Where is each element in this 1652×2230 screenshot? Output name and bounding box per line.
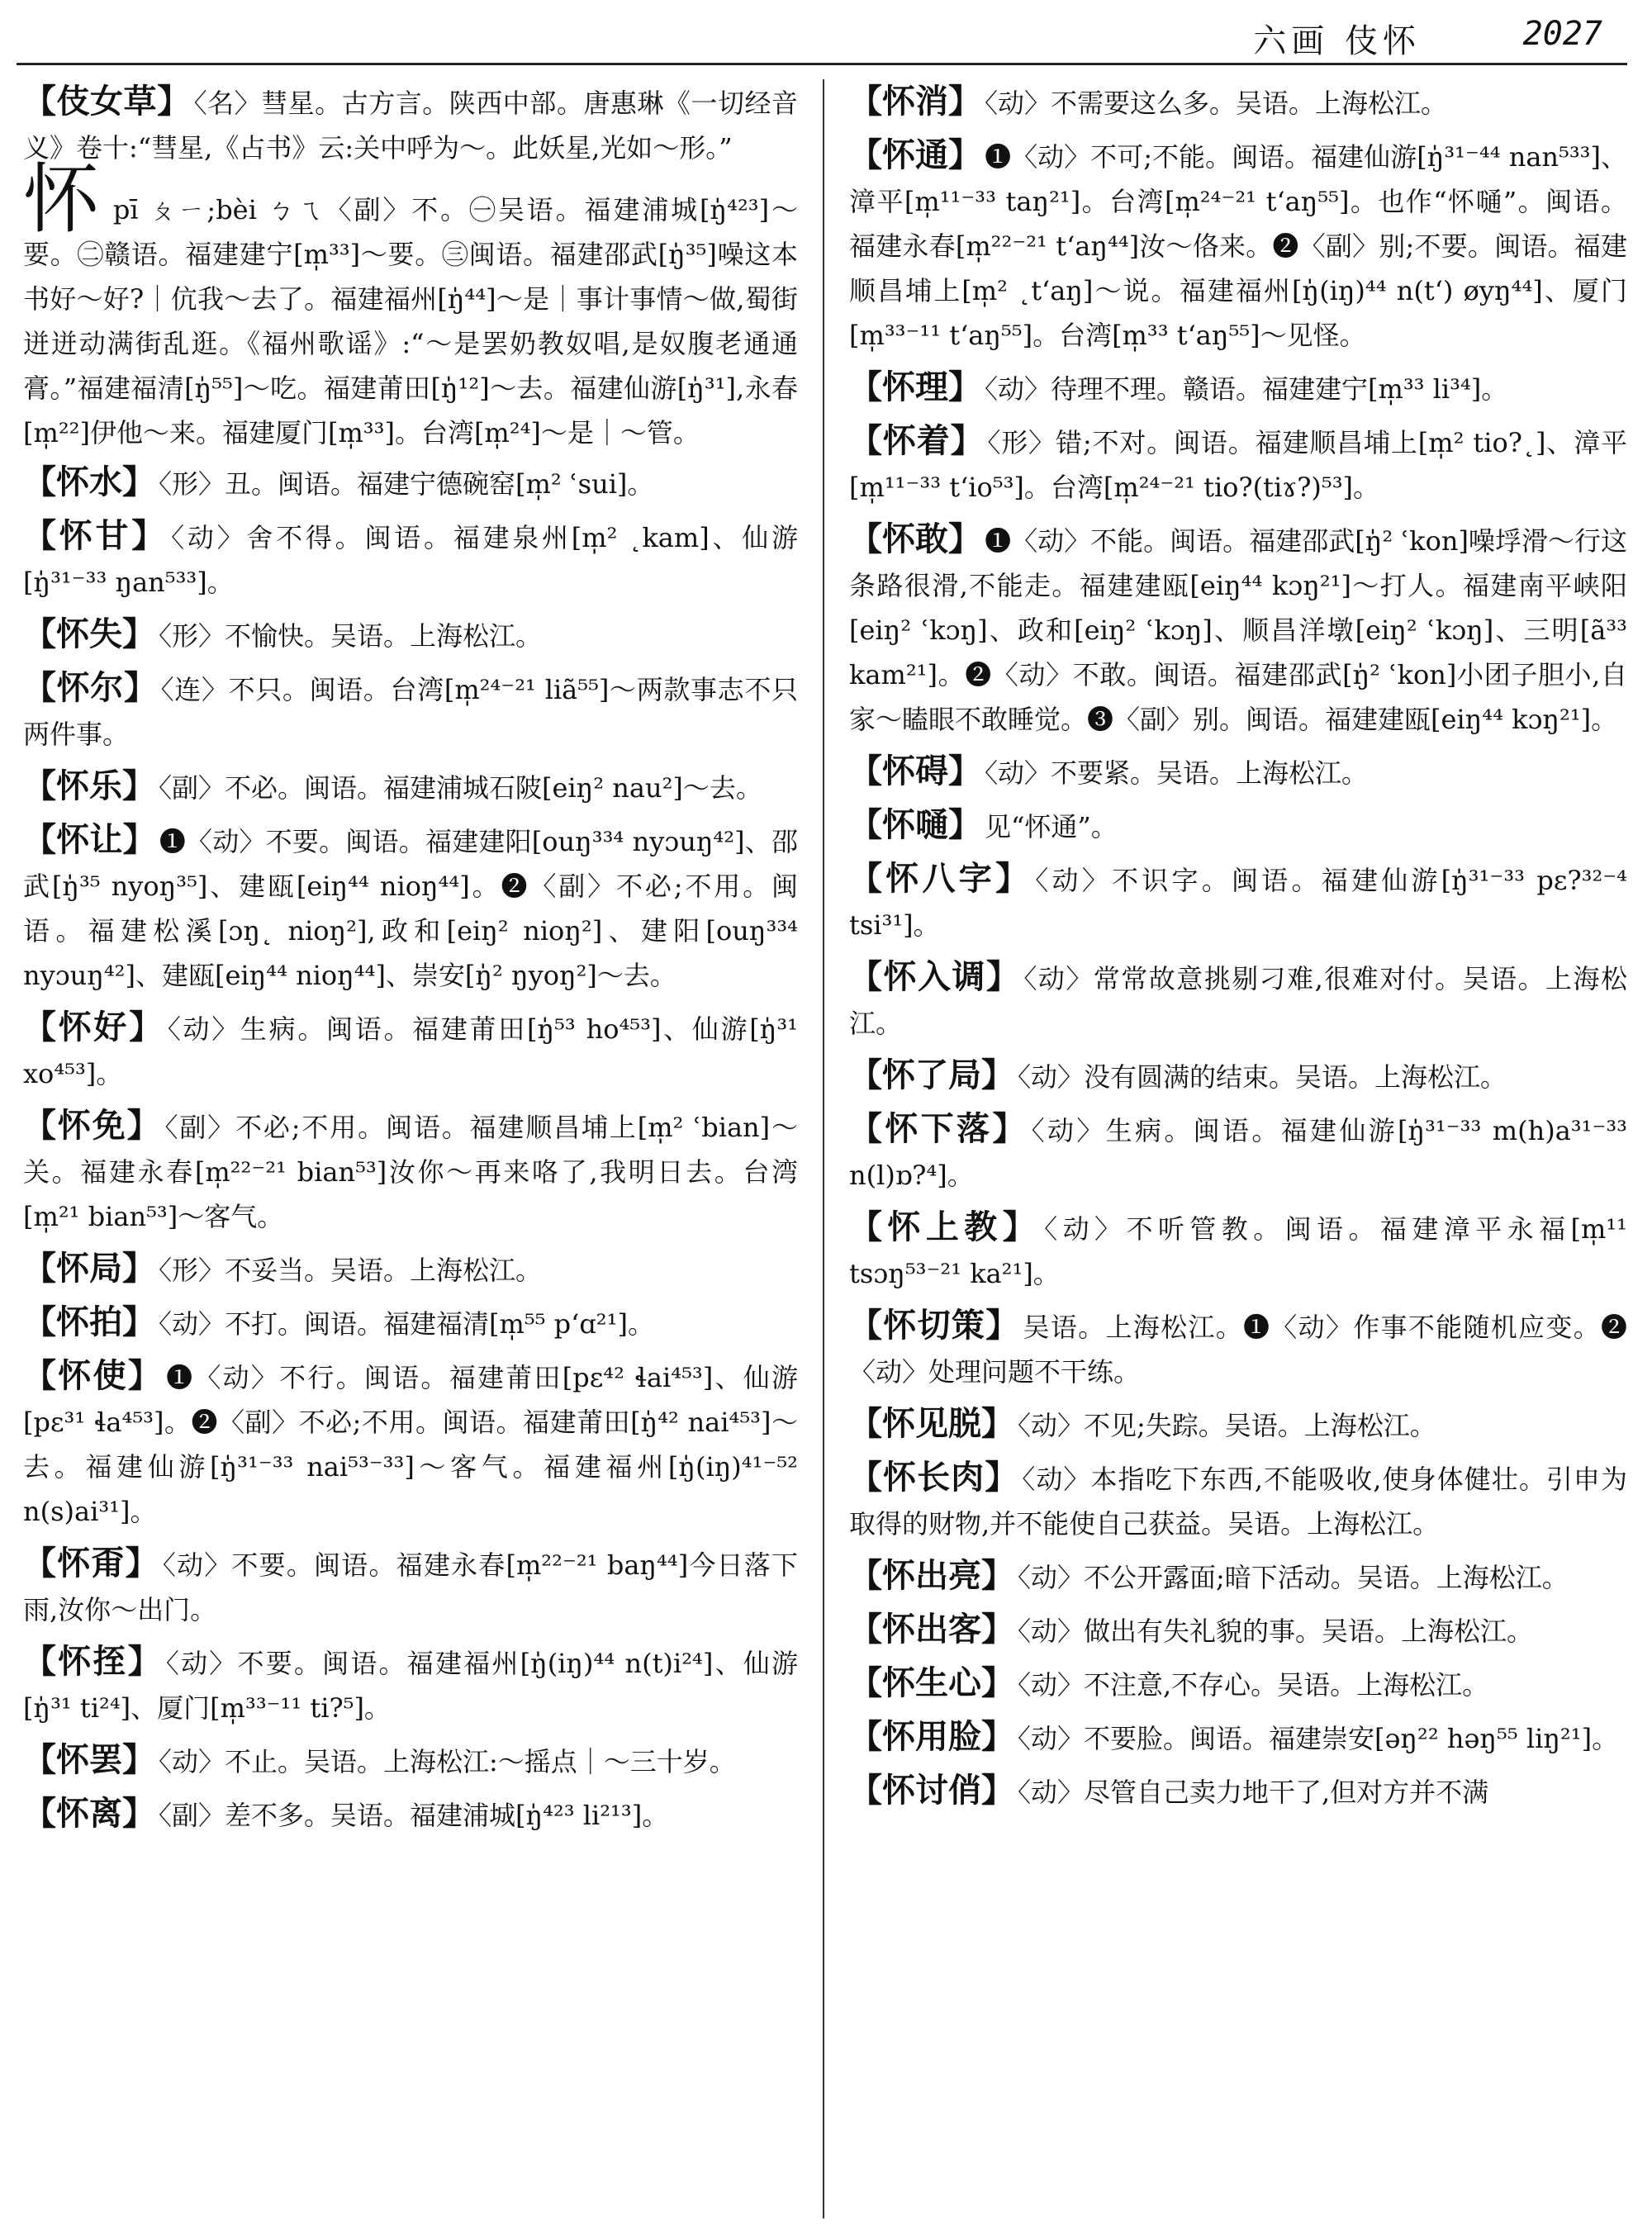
entry-headword: 【怀让】: [23, 821, 156, 859]
dictionary-entry: [23, 514, 798, 605]
entry-definition: 〈动〉不打。闽语。福建福清[m̩⁵⁵ pʻɑ²¹]。: [159, 1308, 654, 1340]
dictionary-entry: [23, 1103, 798, 1239]
entry-headword: 【怀使】: [23, 1357, 164, 1395]
dictionary-entry: [849, 1303, 1627, 1394]
dictionary-entry: [23, 79, 798, 170]
entry-headword: 【怀切策】: [849, 1307, 1020, 1345]
entry-definition: 〈连〉不只。闽语。台湾[m̩²⁴⁻²¹ liã⁵⁵]～两款事志不只两件事。: [23, 674, 798, 750]
entry-headword: 【怀见脱】: [849, 1405, 1014, 1443]
entry-headword: 【怀甭】: [23, 1544, 159, 1582]
right-column: [849, 79, 1627, 2218]
dictionary-entry: [849, 749, 1627, 795]
entry-headword: 【怀乐】: [23, 767, 155, 805]
dictionary-entry: [849, 1768, 1627, 1815]
entry-definition: 〈动〉不要紧。吴语。上海松江。: [985, 757, 1369, 789]
dictionary-entry: [849, 1715, 1627, 1761]
entry-definition: 〈动〉不要。闽语。福建福州[ŋ̍(iŋ)⁴⁴ n(t)i²⁴]、仙游[ŋ̍³¹ ti²⁴]、厦门[m̩³³⁻¹¹ ti?⁵]。: [23, 1648, 798, 1724]
entry-definition: 〈动〉不公开露面;暗下活动。吴语。上海松江。: [1018, 1562, 1569, 1593]
entry-definition: 〈动〉做出有失礼貌的事。吴语。上海松江。: [1018, 1616, 1534, 1647]
dictionary-entry: [849, 419, 1627, 510]
entry-definition: 〈动〉没有圆满的结束。吴语。上海松江。: [1018, 1061, 1507, 1093]
entry-definition: pī ㄆㄧ;bèi ㄅㄟ〈副〉不。㊀吴语。福建浦城[ŋ̍⁴²³]～要。㊁赣语。福建建宁[m̩³³]～要。㊂闽语。福建邵武[ŋ̍³⁵]噪这本书好～好?｜伉我～去了。福建福州[ŋ̍⁴⁴]～是｜事计事情～做,蜀街迸迸动满街乱逛。《福州歌谣》:“～是罢奶教奴唱,是奴腹老通通膏。”福建福清[ŋ̍⁵⁵]～吃。福建莆田[ŋ̍¹²]～去。福建仙游[ŋ̍³¹],永春[m̩²²]伊他～来。福建厦门[m̩³³]。台湾[m̩²⁴]～是｜～管。: [23, 194, 798, 448]
dictionary-entry: [849, 856, 1627, 947]
entry-headword: 【怀理】: [849, 368, 981, 406]
dictionary-entry: [23, 612, 798, 658]
dictionary-entry: [23, 1791, 798, 1838]
entry-definition: 〈副〉差不多。吴语。福建浦城[ŋ̍⁴²³ li²¹³]。: [159, 1800, 669, 1831]
entry-definition: ❶〈动〉不能。闽语。福建邵武[ŋ̍² ʿkon]噪垺滑～行这条路很滑,不能走。福建建瓯[eiŋ⁴⁴ kɔŋ²¹]～打人。福建南平峡阳[eiŋ² ʿkɔŋ]、政和[eiŋ² ʿkɔŋ]、顺昌洋墩[eiŋ² ʿkɔŋ]、三明[ã³³ kam²¹]。❷〈动〉不敢。闽语。福建邵武[ŋ̍² ʿkon]小团子胆小,自家～瞌眼不敢睡觉。❸〈副〉别。闽语。福建建瓯[eiŋ⁴⁴ kɔŋ²¹]。: [849, 525, 1627, 735]
entry-headword: 【怀消】: [849, 83, 981, 121]
entry-headword: 【怀出亮】: [849, 1557, 1014, 1595]
entry-definition: 〈动〉常常故意挑剔刁难,很难对付。吴语。上海松江。: [849, 963, 1627, 1039]
entry-definition: 〈副〉不必。闽语。福建浦城石陂[eiŋ² nau²]～去。: [159, 772, 762, 804]
entry-definition: 〈动〉不注意,不存心。吴语。上海松江。: [1018, 1669, 1489, 1701]
dictionary-entry: [849, 1205, 1627, 1296]
dictionary-entry: [849, 1402, 1627, 1448]
header-rule: [17, 63, 1627, 65]
entry-definition: 〈动〉舍不得。闽语。福建泉州[m̩² ˛kam]、仙游[ŋ̍³¹⁻³³ ŋan⁵³³]。: [23, 522, 798, 598]
entry-headword: 【怀尔】: [23, 669, 158, 707]
entry-headword: 【怀碍】: [849, 752, 981, 790]
entry-headword: 【怀入调】: [849, 958, 1021, 996]
entry-definition: ❶〈动〉不可;不能。闽语。福建仙游[ŋ̍³¹⁻⁴⁴ nan⁵³³]、漳平[m̩¹¹⁻³³ taŋ²¹]。台湾[m̩²⁴⁻²¹ tʻaŋ⁵⁵]。也作“怀嗵”。闽语。福建永春[m̩²²⁻²¹ tʻaŋ⁴⁴]汝～佫来。❷〈副〉别;不要。闽语。福建顺昌埔上[m̩² ˛tʻaŋ]～说。福建福州[ŋ̍(iŋ)⁴⁴ n(tʻ) øyŋ⁴⁴]、厦门[m̩³³⁻¹¹ tʻaŋ⁵⁵]。台湾[m̩³³ tʻaŋ⁵⁵]～见怪。: [849, 141, 1627, 351]
dictionary-entry: [23, 1738, 798, 1784]
entry-headword: 【怀下落】: [849, 1110, 1028, 1148]
entry-headword: 【怀好】: [23, 1008, 164, 1046]
dictionary-entry: [23, 1005, 798, 1096]
entry-definition: 〈形〉不愉快。吴语。上海松江。: [159, 620, 543, 652]
dictionary-entry: [23, 1354, 798, 1534]
entry-headword: 【怀罢】: [23, 1741, 155, 1779]
dictionary-entry: [23, 818, 798, 998]
entry-definition: 〈动〉生病。闽语。福建莆田[ŋ̍⁵³ ho⁴⁵³]、仙游[ŋ̍³¹ xo⁴⁵³]。: [23, 1013, 798, 1089]
entry-definition: ❶〈动〉不要。闽语。福建建阳[ouŋ³³⁴ nyɔuŋ⁴²]、邵武[ŋ̍³⁵ nyoŋ³⁵]、建瓯[eiŋ⁴⁴ nioŋ⁴⁴]。❷〈副〉不必;不用。闽语。福建松溪[ɔŋ˛ nioŋ²],政和[eiŋ² nioŋ²]、建阳[ouŋ³³⁴ nyɔuŋ⁴²]、建瓯[eiŋ⁴⁴ nioŋ⁴⁴]、崇安[ŋ̍² ŋyoŋ²]～去。: [23, 826, 798, 991]
dictionary-entry: [23, 1300, 798, 1346]
dictionary-entry: [23, 764, 798, 810]
entry-definition: 〈动〉不听管教。闽语。福建漳平永福[m̩¹¹ tsɔŋ⁵³⁻²¹ ka²¹]。: [849, 1213, 1627, 1289]
dictionary-entry: [849, 365, 1627, 411]
dictionary-entry: [849, 1661, 1627, 1707]
entry-headword: 【伎女草】: [23, 83, 191, 121]
entry-definition: 〈动〉不要脸。闽语。福建崇安[əŋ²² həŋ⁵⁵ liŋ²¹]。: [1018, 1723, 1619, 1754]
left-column: [23, 79, 798, 2218]
entry-headword: 【怀着】: [849, 422, 985, 460]
dictionary-entry: [849, 1554, 1627, 1600]
entry-definition: 见“怀通”。: [985, 811, 1118, 842]
entry-headword: 怀: [23, 155, 102, 244]
page-number: 2027: [1522, 15, 1602, 53]
character-entry: [23, 155, 798, 455]
entry-definition: 〈动〉不止。吴语。上海松江:～摇点｜～三十岁。: [159, 1746, 736, 1777]
entry-headword: 【怀长肉】: [849, 1459, 1019, 1497]
dictionary-entry: [849, 1107, 1627, 1198]
dictionary-entry: [849, 1053, 1627, 1099]
entry-definition: 〈动〉本指吃下东西,不能吸收,使身体健壮。引申为取得的财物,并不能使自己获益。吴语。上海松江。: [849, 1464, 1627, 1540]
entry-headword: 【怀失】: [23, 615, 155, 653]
entry-definition: 〈动〉尽管自己卖力地干了,但对方并不满: [1018, 1777, 1489, 1808]
entry-headword: 【怀讨俏】: [849, 1772, 1014, 1810]
dictionary-entry: [23, 1639, 798, 1730]
entry-headword: 【怀用脸】: [849, 1718, 1014, 1756]
entry-headword: 【怀八字】: [849, 860, 1032, 898]
entry-headword: 【怀水】: [23, 463, 155, 501]
entry-definition: 〈动〉不要。闽语。福建永春[m̩²²⁻²¹ baŋ⁴⁴]今日落下雨,汝你～出门。: [23, 1549, 798, 1625]
entry-definition: 〈动〉生病。闽语。福建仙游[ŋ̍³¹⁻³³ m(h)a³¹⁻³³ n(l)ɒ?⁴]。: [849, 1115, 1627, 1191]
entry-definition: 〈动〉不需要这么多。吴语。上海松江。: [985, 88, 1448, 119]
entry-headword: 【怀上教】: [849, 1208, 1042, 1246]
entry-definition: 〈动〉不识字。闽语。福建仙游[ŋ̍³¹⁻³³ pɛ?³²⁻⁴ tsi³¹]。: [849, 865, 1627, 941]
dictionary-entry: [23, 1246, 798, 1293]
entry-definition: 吴语。上海松江。❶〈动〉作事不能随机应变。❷〈动〉处理问题不干练。: [849, 1312, 1627, 1388]
entry-definition: 〈名〉彗星。古方言。陕西中部。唐惠琳《一切经音义》卷十:“彗星,《占书》云:关中呼为～。此妖星,光如～形。”: [23, 88, 798, 164]
entry-headword: 【怀生心】: [849, 1664, 1014, 1702]
dictionary-entry: [849, 79, 1627, 126]
entry-headword: 【怀通】: [849, 136, 982, 174]
dictionary-entry: [849, 955, 1627, 1046]
entry-headword: 【怀出客】: [849, 1611, 1014, 1649]
column-divider: [823, 79, 824, 2218]
entry-headword: 【怀嗵】: [849, 806, 981, 844]
entry-headword: 【怀免】: [23, 1107, 162, 1145]
entry-headword: 【怀拍】: [23, 1303, 155, 1341]
entry-headword: 【怀了局】: [849, 1056, 1014, 1094]
dictionary-entry: [23, 460, 798, 506]
entry-definition: 〈动〉待理不理。赣语。福建建宁[m̩³³ li³⁴]。: [985, 373, 1508, 405]
dictionary-entry: [849, 133, 1627, 358]
entry-headword: 【怀甘】: [23, 517, 169, 555]
dictionary-entry: [849, 517, 1627, 742]
entry-headword: 【怀敢】: [849, 520, 982, 558]
entry-definition: 〈形〉不妥当。吴语。上海松江。: [159, 1255, 543, 1286]
entry-definition: 〈副〉不必;不用。闽语。福建顺昌埔上[m̩² ʿbian]～关。福建永春[m̩²²⁻²¹ bian⁵³]汝你～再来咯了,我明日去。台湾[m̩²¹ bian⁵³]～客气。: [23, 1112, 798, 1232]
entry-definition: 〈动〉不见;失踪。吴语。上海松江。: [1018, 1410, 1436, 1441]
dictionary-entry: [23, 666, 798, 757]
section-title: 六画 伎怀: [1253, 22, 1421, 60]
entry-headword: 【怀离】: [23, 1795, 155, 1833]
entry-headword: 【怀局】: [23, 1250, 155, 1288]
entry-definition: 〈形〉丑。闽语。福建宁德碗窑[m̩² ʿsui]。: [159, 468, 654, 500]
dictionary-entry: [23, 1541, 798, 1632]
entry-headword: 【怀挃】: [23, 1643, 163, 1681]
running-head: [0, 0, 1652, 66]
dictionary-entry: [849, 1607, 1627, 1654]
entry-definition: ❶〈动〉不行。闽语。福建莆田[pɛ⁴² ɬai⁴⁵³]、仙游[pɛ³¹ ɬa⁴⁵³]。❷〈副〉不必;不用。闽语。福建莆田[ŋ̍⁴² nai⁴⁵³]～去。福建仙游[ŋ̍³¹⁻³³ nai⁵³⁻³³]～客气。福建福州[ŋ̍(iŋ)⁴¹⁻⁵² n(s)ai³¹]。: [23, 1362, 798, 1527]
dictionary-entry: [849, 803, 1627, 849]
dictionary-entry: [849, 1455, 1627, 1546]
entry-definition: 〈形〉错;不对。闽语。福建顺昌埔上[m̩² tio?˛]、漳平[m̩¹¹⁻³³ tʻio⁵³]。台湾[m̩²⁴⁻²¹ tio?(tiɤ?)⁵³]。: [849, 427, 1627, 503]
